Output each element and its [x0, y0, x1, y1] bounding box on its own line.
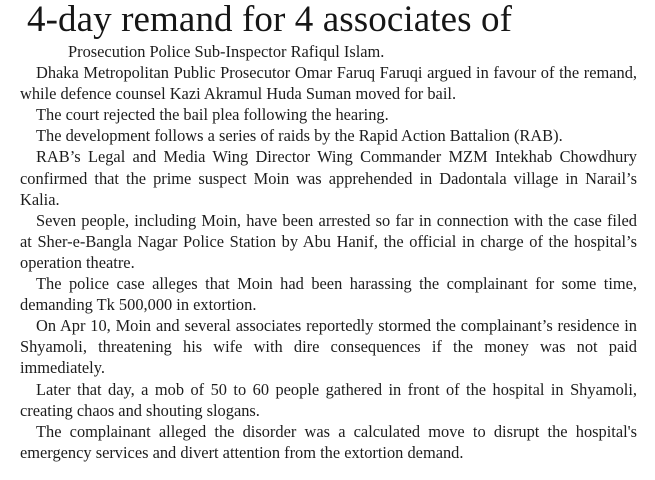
- article-paragraph: RAB’s Legal and Media Wing Director Wing Commander MZM Intekhab Chowdhury confirmed that the prime suspect Moin was apprehended in Dadontala village in Narail’s Kalia.: [20, 147, 637, 209]
- article-headline: 4-day remand for 4 associates of: [27, 0, 513, 40]
- article-paragraph: The complainant alleged the disorder was a calculated move to disrupt the hospital's emergency services and divert attention from the extortion demand.: [20, 421, 637, 462]
- article-paragraph: On Apr 10, Moin and several associates reportedly stormed the complainant’s residence in Shyamoli, threatening his wife with dire consequences if the money was not paid immediately.: [20, 316, 637, 378]
- article-body: [20, 41, 637, 463]
- article-paragraph: The development follows a series of raids by the Rapid Action Battalion (RAB).: [36, 126, 563, 146]
- article-paragraph: Later that day, a mob of 50 to 60 people gathered in front of the hospital in Shyamoli, creating chaos and shouting slogans.: [20, 379, 637, 420]
- article-paragraph: The police case alleges that Moin had been harassing the complainant for some time, demanding Tk 500,000 in extortion.: [20, 274, 637, 315]
- article-paragraph: The court rejected the bail plea following the hearing.: [36, 105, 389, 125]
- article-paragraph: Seven people, including Moin, have been arrested so far in connection with the case filed at Sher-e-Bangla Nagar Police Station by Abu Hanif, the official in charge of the hospital’s operation theatre.: [20, 210, 637, 272]
- article-paragraph: Prosecution Police Sub-Inspector Rafiqul Islam.: [68, 42, 385, 61]
- article-paragraph: Dhaka Metropolitan Public Prosecutor Omar Faruq Faruqi argued in favour of the remand, while defence counsel Kazi Akramul Huda Suman moved for bail.: [20, 63, 637, 104]
